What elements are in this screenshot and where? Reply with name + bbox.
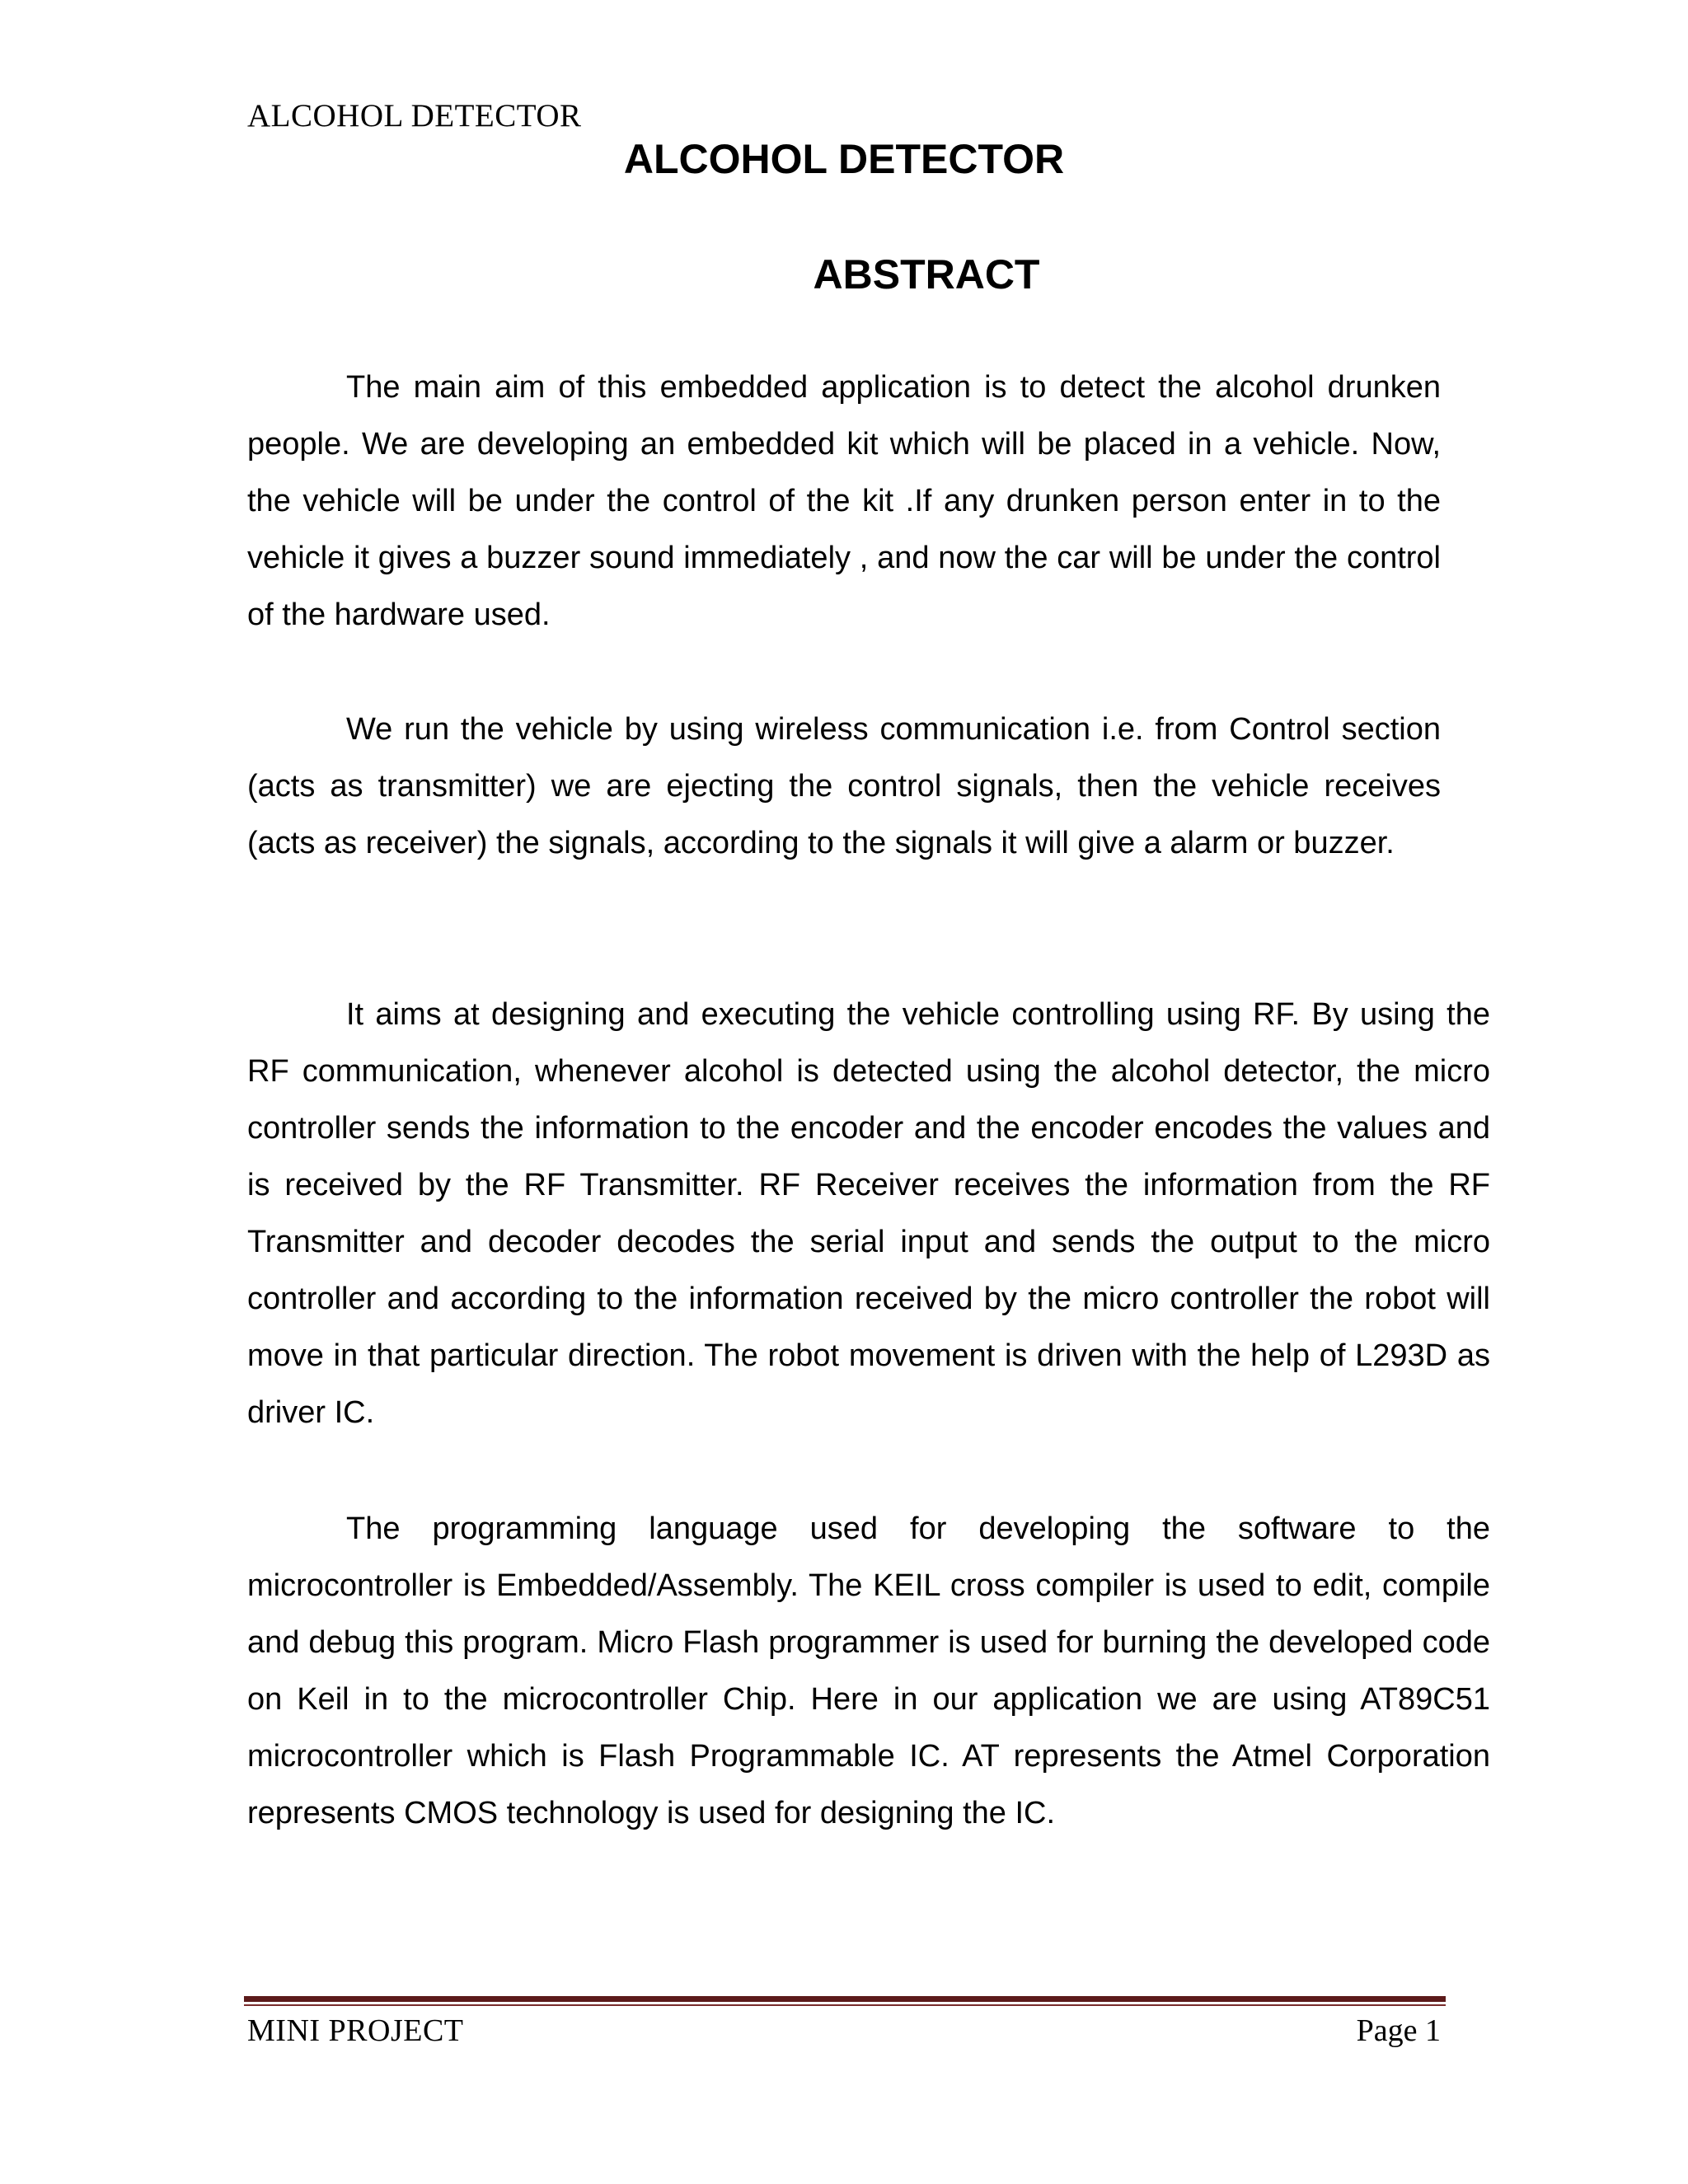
document-title: ALCOHOL DETECTOR xyxy=(623,136,1065,182)
abstract-paragraph-4: The programming language used for developing the software to the microcontroller is Embedded/Assembly. The KEIL cross compiler is used to edit, compile and debug this program. Micro Flash programmer is used for burning the developed code on Keil in to the microcontroller Chip. Here in our application we are using AT89C51 microcontroller which is Flash Programmable IC. AT represents the Atmel Corporation represents CMOS technology is used for designing the IC. xyxy=(247,1511,1490,1830)
footer-page-number: Page 1 xyxy=(1356,2013,1441,2048)
footer-rule-thin xyxy=(244,2004,1446,2006)
running-header: ALCOHOL DETECTOR xyxy=(247,98,582,134)
abstract-paragraph-3: It aims at designing and executing the vehicle controlling using RF. By using the RF communication, whenever alcohol is detected using the alcohol detector, the micro controller sends the information to the encoder and the encoder encodes the values and is received by the RF Transmitter. RF Receiver receives the information from the RF Transmitter and decoder decodes the serial input and sends the output to the micro controller and according to the information received by the micro controller the robot will move in that particular direction. The robot movement is driven with the help of L293D as driver IC. xyxy=(247,997,1490,1430)
footer-rule xyxy=(244,1996,1446,2002)
footer-project-label: MINI PROJECT xyxy=(247,2013,464,2048)
abstract-paragraph-1: The main aim of this embedded application is to detect the alcohol drunken people. We are developing an embedded kit which will be placed in a vehicle. Now, the vehicle will be under the control of the kit .If any drunken person enter in to the vehicle it gives a buzzer sound immediately , and now the car will be under the control of the hardware used. xyxy=(247,370,1441,632)
abstract-paragraph-2: We run the vehicle by using wireless communication i.e. from Control section (acts as transmitter) we are ejecting the control signals, then the vehicle receives (acts as receiver) the signals, according to the signals it will give a alarm or buzzer. xyxy=(247,712,1441,860)
section-heading-abstract: ABSTRACT xyxy=(813,251,1040,298)
